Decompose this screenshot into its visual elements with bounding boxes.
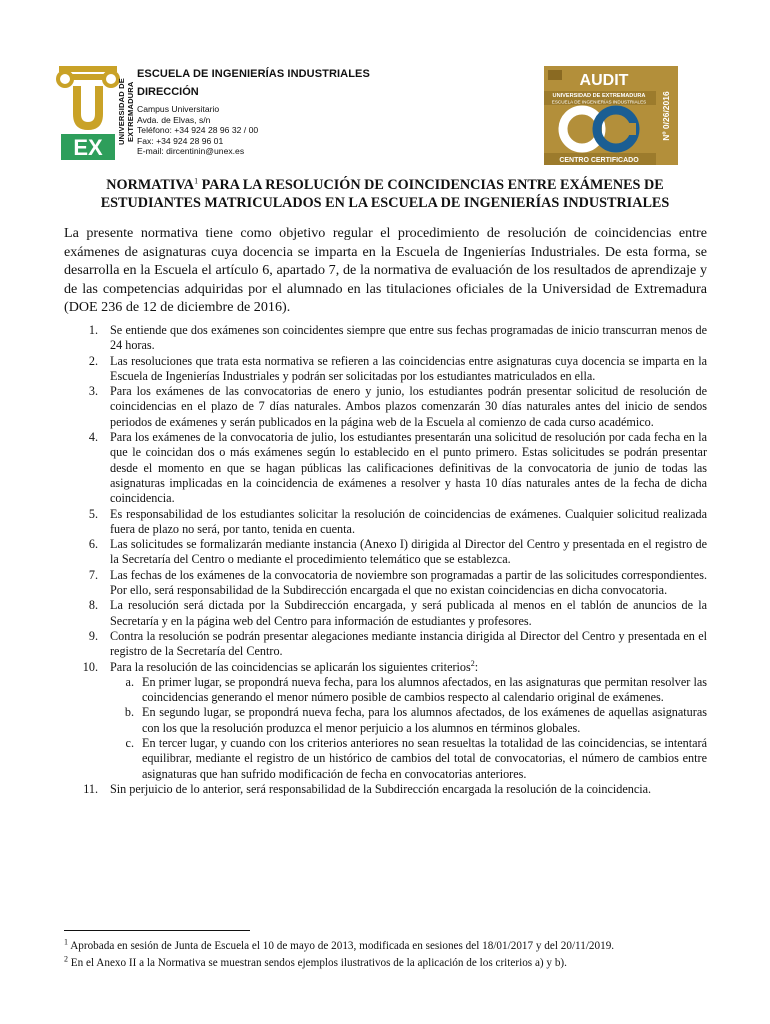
footnote-ref: 2 — [470, 658, 475, 668]
contact-email: E-mail: dircentinin@unex.es — [137, 146, 245, 157]
list-item — [64, 323, 707, 354]
item-number: 4. — [88, 430, 98, 445]
list-item — [64, 568, 707, 599]
audit-number: Nº 0/26/2016 — [661, 91, 671, 141]
intro-paragraph: La presente normativa tiene como objetivo regular el procedimiento de resolución de coincidencias entre exámenes de asignaturas cuya docencia se imparta en la Escuela de Ingenierías Industriales. De esta forma, se desarrolla en la Escuela el artículo 6, apartado 7, de la normativa de evaluación de los resultados de aprendizaje y de las competencias adquiridas por el alumnado en las titulaciones oficiales de la Universidad de Extremadura (DOE 236 de 12 de diciembre de 2016). — [64, 225, 707, 316]
rules-list — [64, 323, 707, 797]
school-block — [137, 68, 370, 157]
list-item — [64, 507, 707, 538]
sub-item-text: En tercer lugar, y cuando con los criterios anteriores no sean resueltas la totalidad de las coincidencias, se intentará equilibrar, mediante el registro de un histórico de cambios del total de convocatorias, el número de cambios entre asignaturas que han sufrido modificación de fecha en convocatorias anteriores. — [142, 736, 707, 781]
item-text: Contra la resolución se podrán presentar alegaciones mediante instancia dirigida al Director del Centro y presentada en el registro de la Secretaría del Centro. — [110, 628, 707, 659]
item-text: Las solicitudes se formalizarán mediante instancia (Anexo I) dirigida al Director del Centro y presentada en el registro de la Secretaría del Centro o mediante el procedimiento telemático que se establezca. — [110, 537, 707, 567]
item-text: Para la resolución de las coincidencias se aplicarán los siguientes criterios — [110, 659, 471, 674]
list-item — [64, 782, 707, 797]
item-number: 2. — [88, 353, 98, 368]
contact-line: Fax: +34 924 28 96 01 — [137, 135, 224, 146]
title-line1-b: PARA LA RESOLUCIÓN DE COINCIDENCIAS ENTRE EXÁMENES DE — [198, 177, 664, 193]
university-logo — [55, 62, 121, 162]
footnote-text: Aprobada en sesión de Junta de Escuela el 10 de mayo de 2013, modificada en sesiones del 18/01/2017 y del 20/11/2019. — [70, 940, 615, 952]
item-number: 11. — [83, 781, 98, 796]
item-text-after: : — [474, 659, 479, 674]
item-number: 1. — [88, 323, 98, 337]
list-item — [64, 430, 707, 506]
footnote-separator — [64, 930, 250, 931]
footnote-ref: 1 — [194, 176, 199, 186]
title-line2: ESTUDIANTES MATRICULADOS EN LA ESCUELA DE INGENIERÍAS INDUSTRIALES — [100, 195, 670, 211]
list-item — [64, 598, 707, 629]
footnote-mark: 2 — [64, 954, 68, 964]
audit-label: AUDIT — [579, 72, 629, 89]
sub-list-item — [112, 736, 707, 782]
letterhead — [0, 0, 770, 170]
item-text: Se entiende que dos exámenes son coincidentes siempre que entre sus fechas programadas de inicio transcurran menos de 24 horas. — [110, 323, 707, 353]
item-text: Para los exámenes de las convocatorias de enero y junio, los estudiantes podrán presentar solicitud de resolución de coincidencias en el plazo de 7 días naturales. Ambos plazos comenzarán 30 días naturales antes del inicio de sendos periodos de exámenes y serán publicados en la página web de la Escuela al comienzo de cada curso académico. — [110, 384, 707, 429]
list-item — [64, 629, 707, 660]
contact-line: Avda. de Elvas, s/n — [137, 114, 211, 125]
audit-certification-badge — [544, 66, 678, 165]
item-number: 7. — [88, 567, 98, 582]
item-text: Las fechas de los exámenes de la convocatoria de noviembre son programadas a partir de las solicitudes correspondientes. Por ello, será responsabilidad de la Subdirección encargada el que no existan coincidencias en dicha convocatoria. — [110, 567, 707, 598]
contact-info — [137, 104, 370, 157]
footnote-mark: 1 — [64, 937, 68, 947]
item-number: 3. — [88, 384, 98, 399]
sub-item-letter: b. — [124, 705, 134, 720]
item-number: 10. — [82, 659, 98, 674]
list-item — [64, 660, 707, 675]
sub-list-item — [112, 675, 707, 706]
list-item — [64, 384, 707, 430]
department-name: DIRECCIÓN — [137, 86, 199, 98]
audit-university: UNIVERSIDAD DE EXTREMADURA — [552, 93, 646, 99]
footnote — [64, 939, 724, 953]
title-line1-a: NORMATIVA — [106, 177, 195, 193]
contact-line: Teléfono: +34 924 28 96 32 / 00 — [137, 125, 259, 136]
item-text: Para los exámenes de la convocatoria de julio, los estudiantes presentarán una solicitud de resolución por cada fecha en la que le coincidan dos o más exámenes según lo establecido en el punto primero. Estas solicitudes se podrán presentar desde el momento en que se hagan públicas las calificaciones definitivas de la convocatoria de junio de todas las asignaturas implicadas en la coincidencia de exámenes a resolver y hasta 10 días naturales antes de la fecha de dicha coincidencia. — [110, 430, 707, 506]
sub-list-item — [112, 705, 707, 736]
sub-item-letter: c. — [125, 736, 134, 751]
item-number: 8. — [88, 598, 98, 613]
item-number: 6. — [88, 537, 98, 552]
document-title — [40, 176, 730, 212]
audit-certified: CENTRO CERTIFICADO — [559, 157, 639, 164]
school-name: ESCUELA DE INGENIERÍAS INDUSTRIALES — [137, 68, 370, 80]
item-text: Sin perjuicio de lo anterior, será responsabilidad de la Subdirección encargada la resolución de la coincidencia. — [110, 781, 652, 796]
sub-item-text: En primer lugar, se propondrá nueva fecha, para los alumnos afectados, en las asignaturas que permitan resolver las coincidencias generando el menor número posible de cambios respecto al calendario original de exámenes. — [142, 674, 707, 705]
list-item — [64, 537, 707, 568]
item-text: Las resoluciones que trata esta normativa se refieren a las coincidencias entre asignaturas cuya docencia se imparta en la Escuela de Ingenierías Industriales y podrán ser solicitadas por los estudiantes matriculados en ella. — [110, 353, 707, 383]
logo-letters: EX — [73, 135, 103, 160]
item-number: 5. — [88, 506, 98, 521]
item-text: La resolución será dictada por la Subdirección encargada, y será publicada al menos en el tablón de anuncios de la Secretaría y en la página web del Centro para información de estudiantes y profesores. — [110, 598, 707, 628]
sub-item-letter: a. — [125, 674, 134, 689]
audit-school: ESCUELA DE INGENIERÍAS INDUSTRIALES — [551, 99, 647, 105]
item-text: Es responsabilidad de los estudiantes solicitar la resolución de coincidencias de exámenes. Cualquier solicitud realizada fuera de plazo no será, por tanto, tenida en cuenta. — [110, 506, 707, 536]
university-name-vertical: UNIVERSIDAD DE EXTREMADURA — [117, 78, 135, 146]
list-item — [64, 354, 707, 385]
item-number: 9. — [88, 628, 98, 643]
sub-item-text: En segundo lugar, se propondrá nueva fecha, para los alumnos afectados, de los exámenes de aquellas asignaturas con los que la resolución produzca el menor perjuicio a los alumnos en términos globales. — [142, 705, 707, 735]
footnote — [64, 956, 724, 970]
footnote-text: En el Anexo II a la Normativa se muestran sendos ejemplos ilustrativos de la aplicación de los criterios a) y b). — [70, 957, 567, 969]
contact-line: Campus Universitario — [137, 104, 220, 114]
